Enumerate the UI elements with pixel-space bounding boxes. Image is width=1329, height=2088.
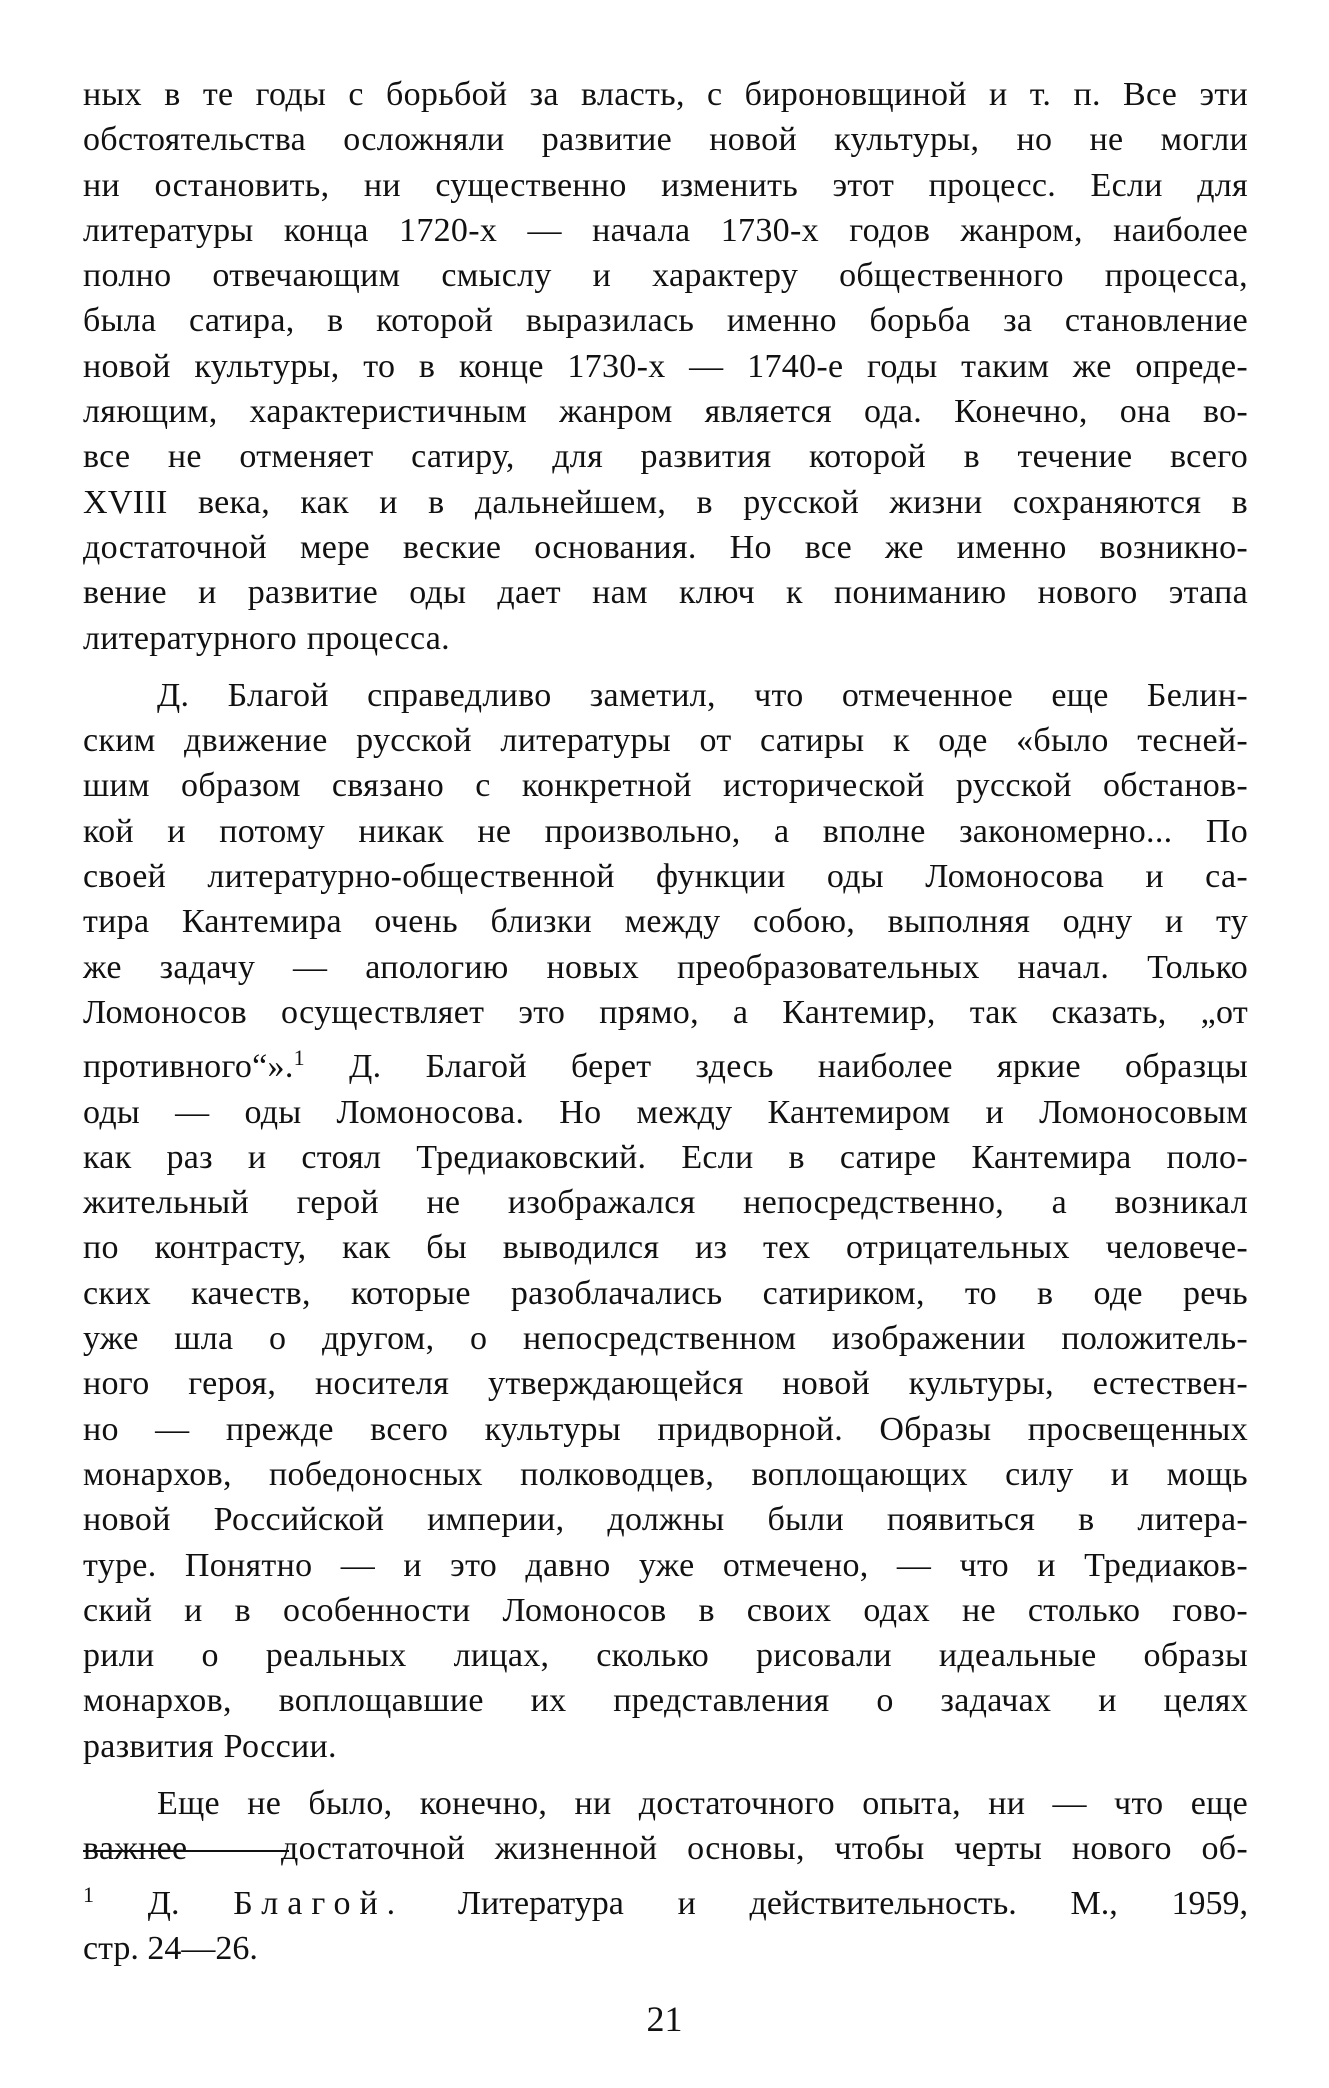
text-line: литературного процесса. — [83, 619, 450, 657]
footnote-marker[interactable]: 1 — [293, 1045, 305, 1071]
footnote-marker: 1 — [83, 1882, 94, 1907]
page-number: 21 — [646, 1999, 683, 2039]
footnote-author: Благой. — [233, 1885, 405, 1922]
text-line: туре. Понятно — и это давно уже отмечено, — что и Тредиаков- — [83, 1546, 1248, 1584]
paragraph-1 — [83, 72, 1248, 661]
text-line: ский и в особенности Ломоносов в своих одах не столько гово- — [83, 1591, 1248, 1629]
text-line: развития России. — [83, 1727, 337, 1765]
text-line-with-footnote — [83, 1035, 1248, 1089]
body-text — [83, 72, 1248, 1872]
text-line: XVIII века, как и в дальнейшем, в русской жизни сохраняются в — [83, 483, 1248, 521]
text-line: монархов, воплощавшие их представления о задачах и целях — [83, 1682, 1248, 1720]
text-line: оды — оды Ломоносова. Но между Кантемиром и Ломоносовым — [83, 1093, 1248, 1131]
text-line: ляющим, характеристичным жанром является ода. Конечно, она во- — [83, 393, 1248, 431]
footnote-divider — [83, 1850, 289, 1852]
text-line: ских качеств, которые разоблачались сатириком, то в оде речь — [83, 1274, 1248, 1312]
text-line: ных в те годы с борьбой за власть, с бироновщиной и т. п. Все эти — [83, 76, 1248, 113]
text-line: Д. Благой справедливо заметил, что отмеченное еще Белин- — [157, 676, 1248, 714]
text-line: новой культуры, то в конце 1730-х — 1740-е годы таким же опреде- — [83, 347, 1248, 385]
text-line: вение и развитие оды дает нам ключ к пониманию нового этапа — [83, 574, 1248, 612]
paragraph-3 — [83, 1781, 1248, 1872]
text-line: монархов, победоносных полководцев, воплощающих силу и мощь — [83, 1455, 1248, 1493]
text-line: своей литературно-общественной функции оды Ломоносова и са- — [83, 858, 1248, 896]
paragraph-2 — [83, 673, 1248, 1769]
text-line: но — прежде всего культуры придворной. Образы просвещенных — [83, 1410, 1248, 1448]
text-line: новой Российской империи, должны были появиться в литера- — [83, 1501, 1248, 1539]
text-line: шим образом связано с конкретной исторической русской обстанов- — [83, 767, 1248, 805]
text-line: тира Кантемира очень близки между собою, выполняя одну и ту — [83, 903, 1248, 941]
text-line: обстоятельства осложняли развитие новой культуры, но не могли — [83, 121, 1248, 159]
text-line: ским движение русской литературы от сатиры к оде «было тесней- — [83, 722, 1248, 760]
footnote-author-initial: Д. — [147, 1885, 180, 1922]
text-line: все не отменяет сатиру, для развития которой в течение всего — [83, 438, 1248, 476]
text-line: была сатира, в которой выразилась именно борьба за становление — [83, 302, 1248, 340]
text-line: как раз и стоял Тредиаковский. Если в сатире Кантемира поло- — [83, 1138, 1248, 1176]
text-line: достаточной мере веские основания. Но все же именно возникно- — [83, 528, 1248, 566]
text-segment: Д. Благой берет здесь наиболее яркие образцы — [304, 1048, 1248, 1086]
footnote-line: стр. 24—26. — [83, 1930, 258, 1967]
text-segment: противного“». — [83, 1048, 294, 1086]
text-line: ни остановить, ни существенно изменить этот процесс. Если для — [83, 166, 1248, 204]
text-line: кой и потому никак не произвольно, а вполне закономерно... По — [83, 812, 1248, 850]
footnote-line — [83, 1872, 1248, 1926]
text-line: ного героя, носителя утверждающейся новой культуры, естествен- — [83, 1365, 1248, 1403]
text-line: Ломоносов осуществляет это прямо, а Кантемир, так сказать, „от — [83, 993, 1248, 1031]
text-line: же задачу — апологию новых преобразовательных начал. Только — [83, 948, 1248, 986]
text-line: важнее — достаточной жизненной основы, чтобы черты нового об- — [83, 1830, 1248, 1868]
text-line: уже шла о другом, о непосредственном изображении положитель- — [83, 1320, 1248, 1358]
text-line: по контрасту, как бы выводился из тех отрицательных человече- — [83, 1229, 1248, 1267]
text-line: Еще не было, конечно, ни достаточного опыта, ни — что еще — [157, 1784, 1248, 1822]
text-line: литературы конца 1720-х — начала 1730-х годов жанром, наиболее — [83, 211, 1248, 249]
text-line: полно отвечающим смыслу и характеру общественного процесса, — [83, 257, 1248, 295]
footnote — [83, 1872, 1248, 1971]
text-line: рили о реальных лицах, сколько рисовали идеальные образы — [83, 1637, 1248, 1675]
footnote-source: Литература и действительность. М., 1959, — [404, 1885, 1249, 1922]
text-line: жительный герой не изображался непосредственно, а возникал — [83, 1184, 1248, 1222]
